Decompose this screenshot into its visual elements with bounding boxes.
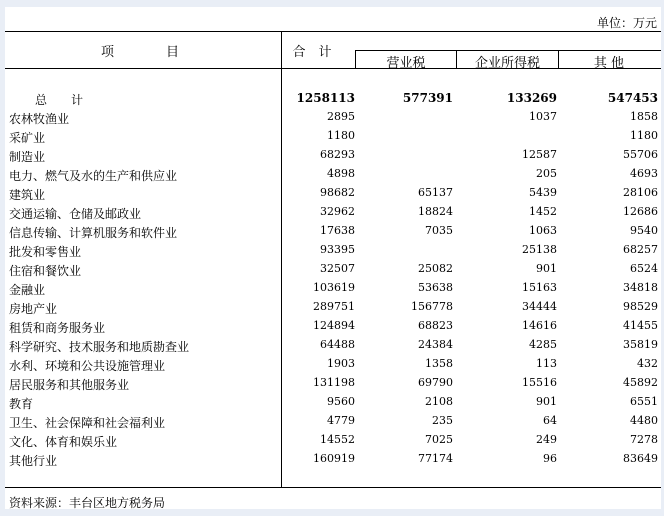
cell-enterprise-income-tax: 249 bbox=[536, 433, 557, 446]
cell-business-tax: 1358 bbox=[425, 357, 453, 370]
cell-total: 1180 bbox=[327, 129, 355, 142]
row-name: 交通运输、仓储及邮政业 bbox=[9, 207, 142, 221]
row-name: 建筑业 bbox=[9, 188, 46, 202]
cell-enterprise-income-tax: 901 bbox=[536, 395, 557, 408]
cell-business-tax: 577391 bbox=[402, 91, 453, 105]
table-row bbox=[5, 337, 661, 356]
cell-other: 1180 bbox=[630, 129, 658, 142]
cell-business-tax: 156778 bbox=[411, 300, 453, 313]
cell-total: 131198 bbox=[313, 376, 355, 389]
row-name: 房地产业 bbox=[9, 302, 58, 316]
table-row bbox=[5, 451, 661, 470]
table-row bbox=[5, 318, 661, 337]
tax-table-sheet bbox=[5, 7, 661, 509]
cell-total: 160919 bbox=[313, 452, 355, 465]
subheader-top-rule bbox=[355, 50, 661, 51]
cell-other: 7278 bbox=[630, 433, 658, 446]
header-total: 合 计 bbox=[292, 45, 332, 60]
row-name: 制造业 bbox=[9, 150, 46, 164]
cell-enterprise-income-tax: 4285 bbox=[529, 338, 557, 351]
header-item: 项 目 bbox=[100, 45, 179, 60]
source-note: 资料来源：丰台区地方税务局 bbox=[9, 496, 166, 510]
table-row bbox=[5, 204, 661, 223]
row-name: 采矿业 bbox=[9, 131, 46, 145]
row-name: 批发和零售业 bbox=[9, 245, 82, 259]
cell-other: 4693 bbox=[630, 167, 658, 180]
row-name: 金融业 bbox=[9, 283, 46, 297]
cell-enterprise-income-tax: 205 bbox=[536, 167, 557, 180]
cell-enterprise-income-tax: 5439 bbox=[529, 186, 557, 199]
cell-other: 41455 bbox=[623, 319, 658, 332]
table-row bbox=[5, 413, 661, 432]
row-name: 农林牧渔业 bbox=[9, 112, 70, 126]
cell-enterprise-income-tax: 113 bbox=[536, 357, 557, 370]
row-name: 教育 bbox=[9, 397, 34, 411]
cell-business-tax: 235 bbox=[432, 414, 453, 427]
cell-total: 32507 bbox=[320, 262, 355, 275]
cell-enterprise-income-tax: 25138 bbox=[522, 243, 557, 256]
cell-business-tax: 25082 bbox=[418, 262, 453, 275]
cell-enterprise-income-tax: 12587 bbox=[522, 148, 557, 161]
table-row bbox=[5, 242, 661, 261]
cell-total: 4779 bbox=[327, 414, 355, 427]
header-other: 其 他 bbox=[593, 56, 625, 71]
cell-enterprise-income-tax: 14616 bbox=[522, 319, 557, 332]
cell-other: 68257 bbox=[623, 243, 658, 256]
row-name: 住宿和餐饮业 bbox=[9, 264, 82, 278]
cell-enterprise-income-tax: 15516 bbox=[522, 376, 557, 389]
cell-enterprise-income-tax: 64 bbox=[543, 414, 557, 427]
cell-total: 1258113 bbox=[296, 91, 355, 105]
cell-other: 35819 bbox=[623, 338, 658, 351]
cell-business-tax: 65137 bbox=[418, 186, 453, 199]
table-row-total bbox=[5, 90, 661, 109]
cell-enterprise-income-tax: 901 bbox=[536, 262, 557, 275]
cell-total: 14552 bbox=[320, 433, 355, 446]
table-row bbox=[5, 280, 661, 299]
cell-total: 4898 bbox=[327, 167, 355, 180]
table-row bbox=[5, 185, 661, 204]
cell-other: 34818 bbox=[623, 281, 658, 294]
cell-business-tax: 18824 bbox=[418, 205, 453, 218]
cell-total: 289751 bbox=[313, 300, 355, 313]
cell-other: 12686 bbox=[623, 205, 658, 218]
cell-total: 98682 bbox=[320, 186, 355, 199]
row-name: 电力、燃气及水的生产和供应业 bbox=[9, 169, 178, 183]
cell-other: 1858 bbox=[630, 110, 658, 123]
cell-total: 93395 bbox=[320, 243, 355, 256]
table-row bbox=[5, 394, 661, 413]
table-row bbox=[5, 356, 661, 375]
cell-enterprise-income-tax: 1037 bbox=[529, 110, 557, 123]
cell-other: 6551 bbox=[630, 395, 658, 408]
row-name: 卫生、社会保障和社会福利业 bbox=[9, 416, 166, 430]
row-name: 租赁和商务服务业 bbox=[9, 321, 106, 335]
table-row bbox=[5, 223, 661, 242]
cell-total: 17638 bbox=[320, 224, 355, 237]
cell-business-tax: 2108 bbox=[425, 395, 453, 408]
row-name: 科学研究、技术服务和地质勘查业 bbox=[9, 340, 190, 354]
cell-other: 28106 bbox=[623, 186, 658, 199]
table-top-rule bbox=[5, 31, 661, 32]
row-name: 水利、环境和公共设施管理业 bbox=[9, 359, 166, 373]
cell-other: 4480 bbox=[630, 414, 658, 427]
cell-total: 68293 bbox=[320, 148, 355, 161]
cell-total: 2895 bbox=[327, 110, 355, 123]
table-row bbox=[5, 261, 661, 280]
cell-business-tax: 24384 bbox=[418, 338, 453, 351]
cell-total: 103619 bbox=[313, 281, 355, 294]
cell-total: 124894 bbox=[313, 319, 355, 332]
cell-other: 6524 bbox=[630, 262, 658, 275]
cell-business-tax: 53638 bbox=[418, 281, 453, 294]
table-row bbox=[5, 166, 661, 185]
cell-total: 9560 bbox=[327, 395, 355, 408]
cell-total: 1903 bbox=[327, 357, 355, 370]
row-name: 总 计 bbox=[35, 93, 84, 107]
cell-business-tax: 69790 bbox=[418, 376, 453, 389]
row-name: 信息传输、计算机服务和软件业 bbox=[9, 226, 178, 240]
cell-other: 9540 bbox=[630, 224, 658, 237]
cell-other: 432 bbox=[637, 357, 658, 370]
cell-total: 32962 bbox=[320, 205, 355, 218]
cell-total: 64488 bbox=[320, 338, 355, 351]
header-business-tax: 营业税 bbox=[386, 56, 426, 71]
table-row bbox=[5, 432, 661, 451]
cell-enterprise-income-tax: 1452 bbox=[529, 205, 557, 218]
cell-other: 547453 bbox=[607, 91, 658, 105]
cell-enterprise-income-tax: 15163 bbox=[522, 281, 557, 294]
unit-label: 单位：万元 bbox=[596, 16, 657, 30]
table-row bbox=[5, 147, 661, 166]
table-bottom-rule bbox=[5, 487, 661, 488]
cell-enterprise-income-tax: 133269 bbox=[506, 91, 557, 105]
row-name: 文化、体育和娱乐业 bbox=[9, 435, 118, 449]
table-row bbox=[5, 128, 661, 147]
cell-business-tax: 68823 bbox=[418, 319, 453, 332]
cell-enterprise-income-tax: 1063 bbox=[529, 224, 557, 237]
cell-business-tax: 77174 bbox=[418, 452, 453, 465]
cell-enterprise-income-tax: 96 bbox=[543, 452, 557, 465]
cell-other: 98529 bbox=[623, 300, 658, 313]
table-row bbox=[5, 299, 661, 318]
cell-other: 45892 bbox=[623, 376, 658, 389]
cell-business-tax: 7025 bbox=[425, 433, 453, 446]
header-enterprise-income-tax: 企业所得税 bbox=[474, 56, 540, 71]
cell-enterprise-income-tax: 34444 bbox=[522, 300, 557, 313]
cell-other: 83649 bbox=[623, 452, 658, 465]
cell-business-tax: 7035 bbox=[425, 224, 453, 237]
table-row bbox=[5, 109, 661, 128]
row-name: 其他行业 bbox=[9, 454, 58, 468]
table-row bbox=[5, 375, 661, 394]
cell-other: 55706 bbox=[623, 148, 658, 161]
row-name: 居民服务和其他服务业 bbox=[9, 378, 130, 392]
